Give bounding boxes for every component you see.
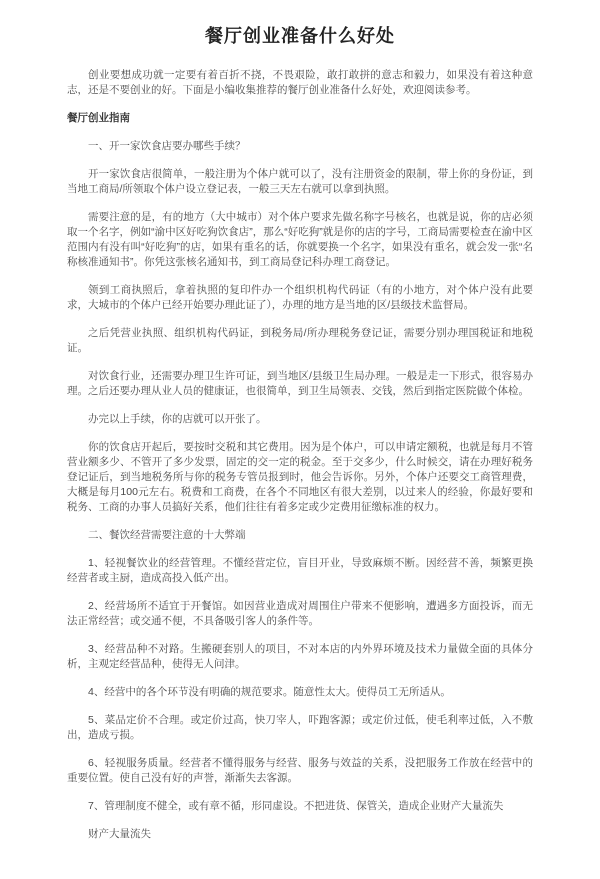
paragraph: 1、轻视餐饮业的经营管理。不懂经营定位，盲目开业，导致麻烦不断。因经营不善，频繁更换经营者或主厨，造成高投入低产出。 xyxy=(67,557,533,584)
paragraph: 需要注意的是，有的地方（大中城市）对个体户要求先做名称字号核名，也就是说，你的店必须取一个名字，例如“渝中区好吃狗饮食店”，那么“好吃狗”就是你的店的字号，工商局需要检查在渝中区范围内有没有叫“好吃狗”的店，如果有重名的话，你就要换一个名字，如果没有重名，就会发一张“名称核准通知书”。你凭这张核名通知书，到工商局登记科办理工商登记。 xyxy=(67,211,533,268)
paragraph: 你的饮食店开起后，要按时交税和其它费用。因为是个体户，可以申请定额税，也就是每月不管营业额多少、不管开了多少发票，固定的交一定的税金。至于交多少，什么时候交，请在办理好税务登记证后，到当地税务所与你的税务专管员报到时，他会告诉你。另外，个体户还要交工商管理费，大概是每月100元左右。税费和工商费，在各个不同地区有很大差别，以过来人的经验，你最好要和税务、工商的办事人员搞好关系，他们往往有着多定或少定费用征缴标准的权力。 xyxy=(67,441,533,513)
paragraph: 6、轻视服务质量。经营者不懂得服务与经营、服务与效益的关系，没把服务工作放在经营中的重要位置。使自己没有好的声誉，渐渐失去客源。 xyxy=(67,757,533,784)
article-body xyxy=(67,68,533,842)
paragraph: 3、经营品种不对路。生搬硬套别人的项目，不对本店的内外界环境及技术力量做全面的具体分析，主观定经营品种，使得无人问津。 xyxy=(67,643,533,670)
section-heading: 二、餐饮经营需要注意的十大弊端 xyxy=(88,529,246,541)
article-heading: 餐厅创业指南 xyxy=(67,112,130,124)
page-title: 餐厅创业准备什么好处 xyxy=(205,26,395,46)
paragraph: 之后凭营业执照、组织机构代码证，到税务局/所办理税务登记证，需要分别办理国税证和地税证。 xyxy=(67,327,533,354)
paragraph: 5、菜品定价不合理。或定价过高，快刀宰人，吓跑客源；或定价过低，使毛利率过低，入不敷出，造成亏损。 xyxy=(67,714,533,741)
paragraph: 领到工商执照后，拿着执照的复印件办一个组织机构代码证（有的小地方，对个体户没有此要求，大城市的个体户已经开始要办理此证了），办理的地方是当地的区/县级技术监督局。 xyxy=(67,284,533,311)
paragraph: 办完以上手续，你的店就可以开张了。 xyxy=(88,413,267,425)
paragraph: 2、经营场所不适宜于开餐馆。如因营业造成对周围住户带来不便影响，遭遇多方面投诉，而无法正常经营；或交通不便，不具备吸引客人的条件等。 xyxy=(67,600,533,627)
paragraph: 7、管理制度不健全，或有章不循，形同虚设。不把进货、保管关，造成企业财产大量流失 xyxy=(88,800,504,812)
paragraph: 财产大量流失 xyxy=(88,828,151,840)
paragraph: 开一家饮食店很简单，一般注册为个体户就可以了，没有注册资金的限制，带上你的身份证，到当地工商局/所领取个体户设立登记表，一般三天左右就可以拿到执照。 xyxy=(67,168,533,195)
section-heading: 一、开一家饮食店要办哪些手续？ xyxy=(88,140,246,152)
paragraph: 4、经营中的各个环节没有明确的规范要求。随意性太大。使得员工无所适从。 xyxy=(88,686,451,698)
paragraph: 创业要想成功就一定要有着百折不挠，不畏艰险，敢打敢拼的意志和毅力，如果没有着这种意志，还是不要创业的好。下面是小编收集推荐的餐厅创业准备什么好处，欢迎阅读参考。 xyxy=(67,69,533,96)
paragraph: 对饮食行业，还需要办理卫生许可证，到当地区/县级卫生局办理。一般是走一下形式，很容易办理。之后还要办理从业人员的健康证，也很简单，到卫生局领表、交钱，然后到指定医院做个体检。 xyxy=(67,370,533,397)
